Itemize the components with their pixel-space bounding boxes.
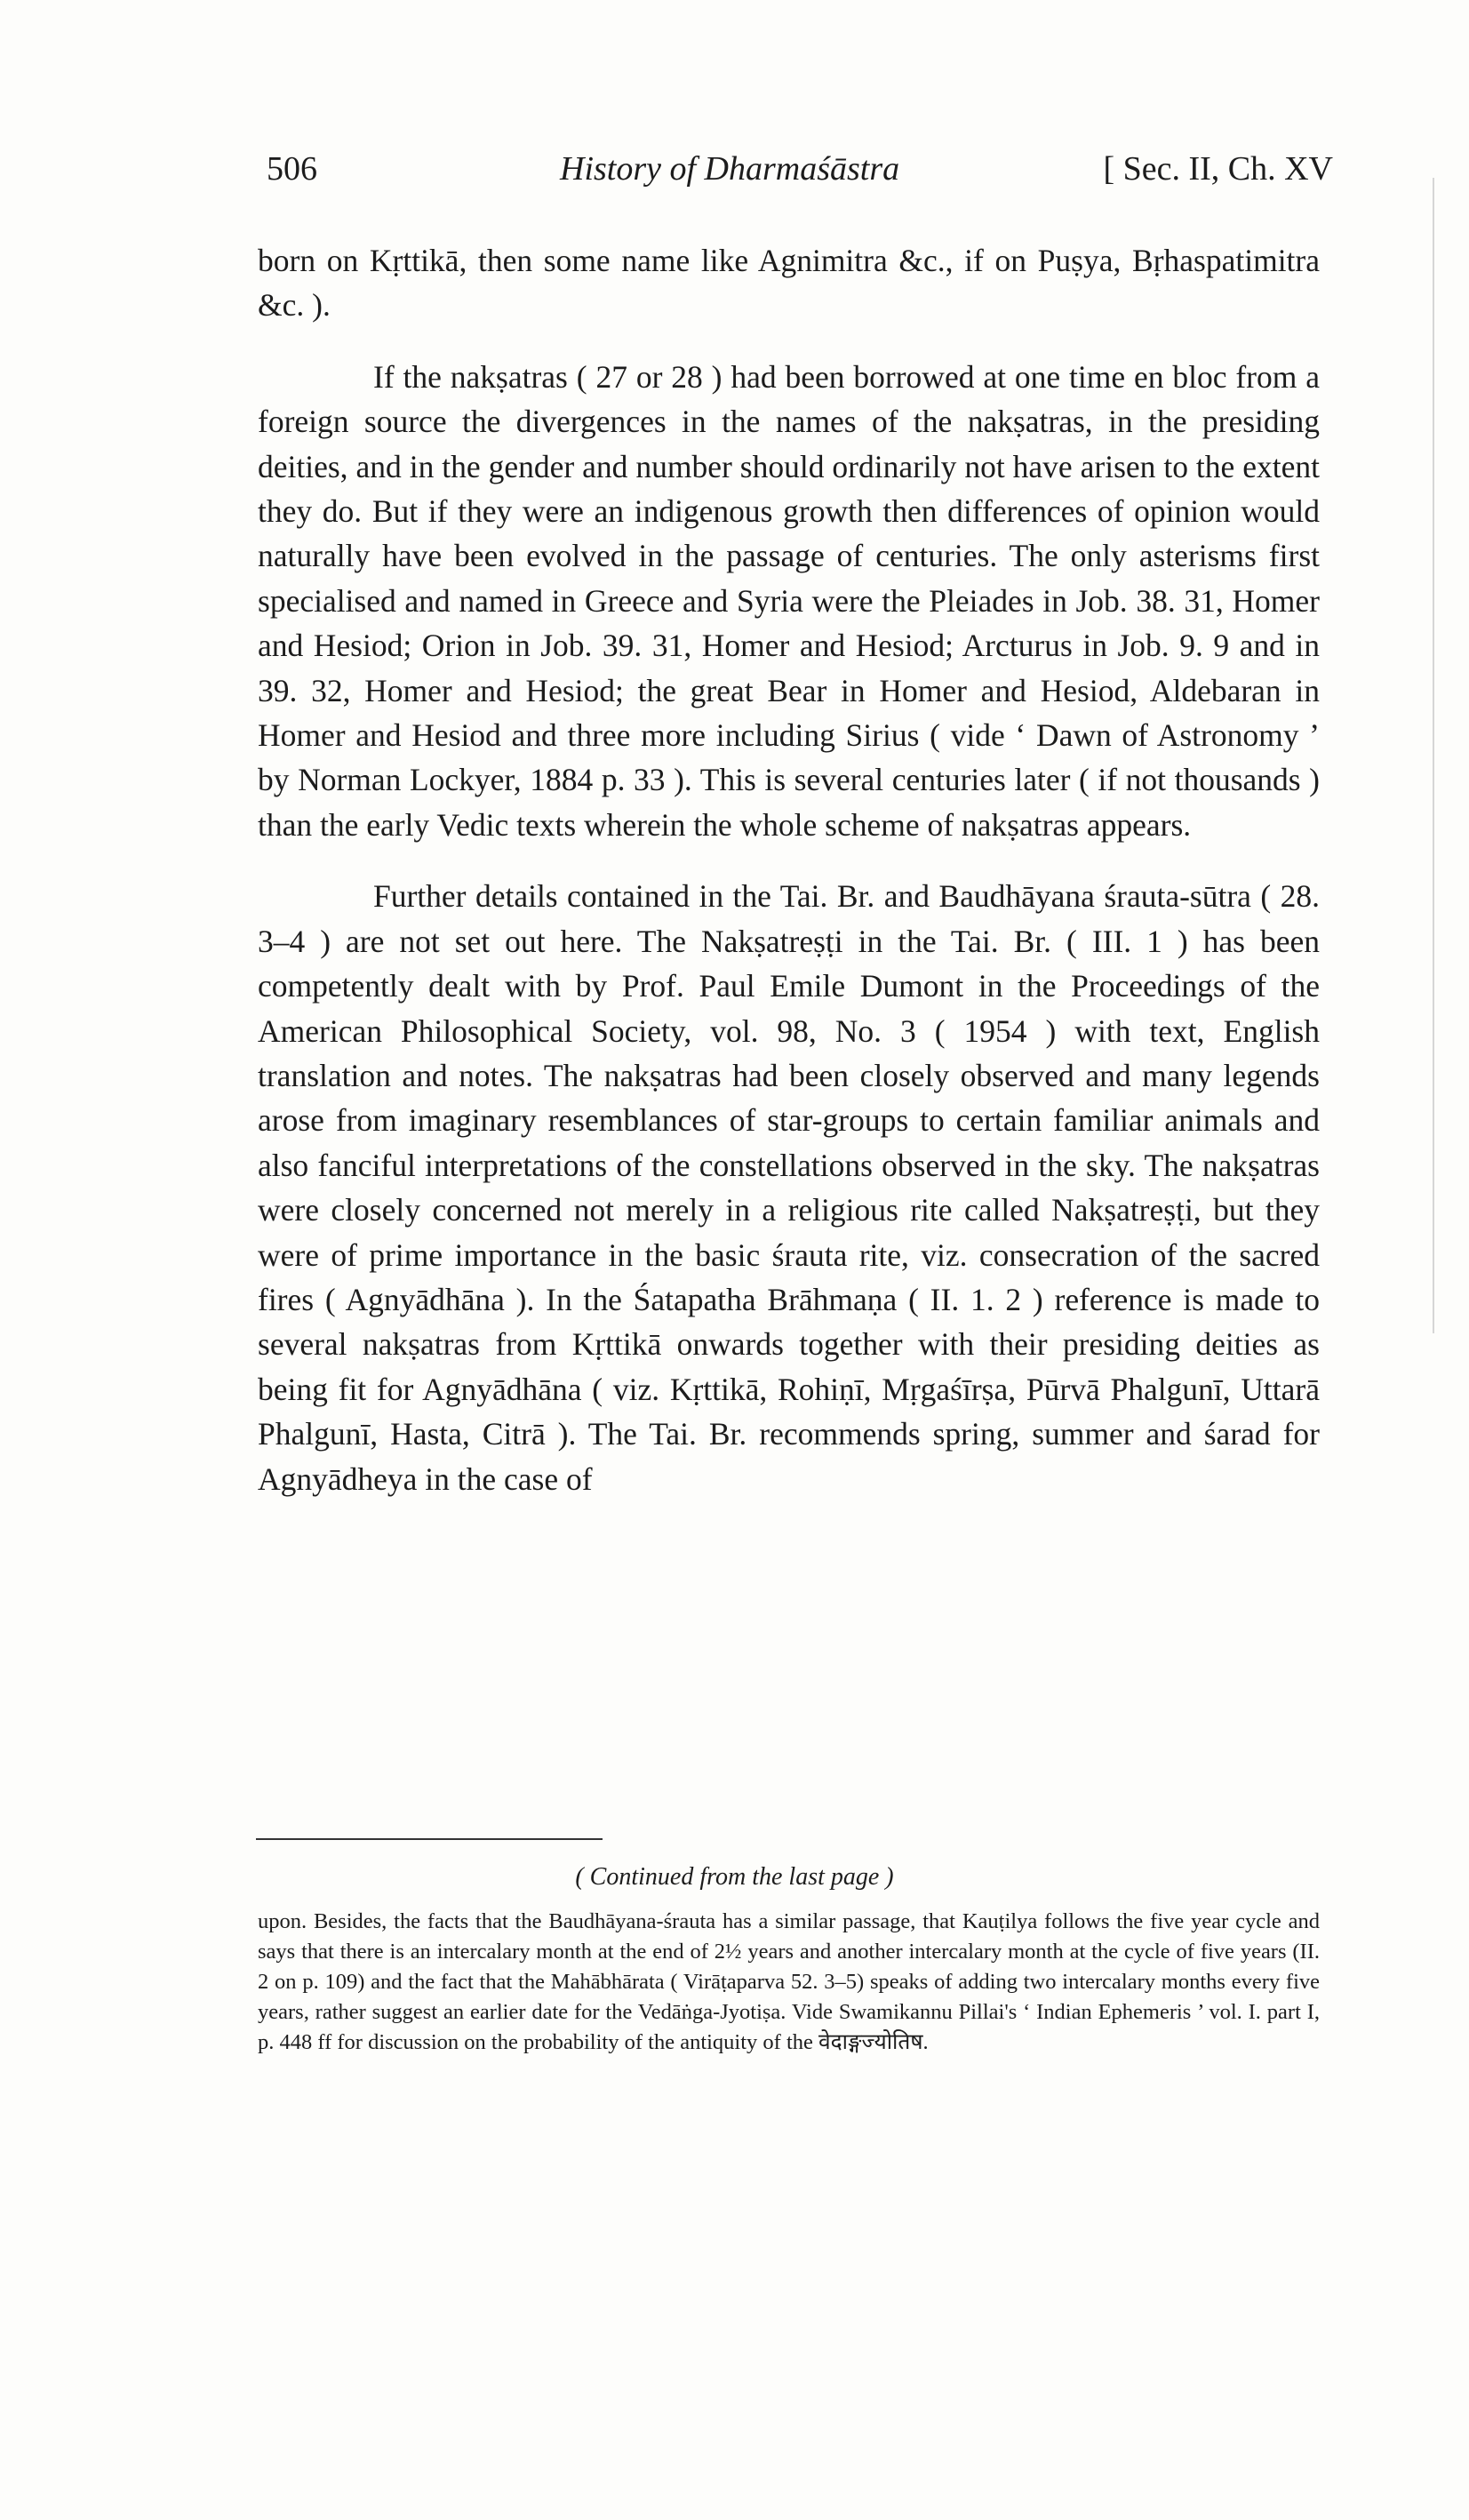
page-number: 506 <box>267 150 317 188</box>
scan-margin-line <box>1433 178 1434 1333</box>
footnote-text: upon. Besides, the facts that the Baudhāyana-śrauta has a similar passage, that Kauṭilya follows the five year cycle and says that there is an intercalary month at the end of 2½ years and another intercalary month at the cycle of five years (II. 2 on p. 109) and the fact that the Mahābhārata ( Virāṭaparva 52. 3–5) speaks of adding two intercalary months every five years, rather suggest an earlier date for the Vedāṅga-Jyotiṣa. Vide Swamikannu Pillai's ‘ Indian Ephemeris ’ vol. I. part I, p. 448 ff for discussion on the probability of the antiquity of the वेदाङ्गज्योतिष. <box>258 1909 1320 2054</box>
footnote-divider <box>256 1838 603 1840</box>
running-title: History of Dharmaśāstra <box>560 150 900 188</box>
section-reference: [ Sec. II, Ch. XV <box>1103 150 1333 188</box>
footnote-continued-label: ( Continued from the last page ) <box>575 1863 894 1891</box>
body-text <box>258 238 1320 1501</box>
running-header <box>267 149 1333 194</box>
paragraph-2: If the nakṣatras ( 27 or 28 ) had been borrowed at one time en bloc from a foreign source the divergences in the names of the nakṣatras, in the presiding deities, and in the gender and number should ordinarily not have arisen to the extent they do. But if they were an indigenous growth then differences of opinion would naturally have been evolved in the passage of centuries. The only asterisms first specialised and named in Greece and Syria were the Pleiades in Job. 38. 31, Homer and Hesiod; Orion in Job. 39. 31, Homer and Hesiod; Arcturus in Job. 9. 9 and in 39. 32, Homer and Hesiod; the great Bear in Homer and Hesiod, Aldebaran in Homer and Hesiod and three more including Sirius ( vide ‘ Dawn of Astronomy ’ by Norman Lockyer, 1884 p. 33 ). This is several centuries later ( if not thousands ) than the early Vedic texts wherein the whole scheme of nakṣatras appears. <box>258 358 1320 843</box>
paragraph-1: born on Kṛttikā, then some name like Agnimitra &c., if on Puṣya, Bṛhaspatimitra &c. ). <box>258 243 1320 324</box>
paragraph-3: Further details contained in the Tai. Br. and Baudhāyana śrauta-sūtra ( 28. 3–4 ) are not set out here. The Nakṣatreṣṭi in the Tai. Br. ( III. 1 ) has been competently dealt with by Prof. Paul Emile Dumont in the Proceedings of the American Philosophical Society, vol. 98, No. 3 ( 1954 ) with text, English translation and notes. The nakṣatras had been closely observed and many legends arose from imaginary resemblances of star-groups to certain familiar animals and also fanciful interpretations of the constellations observed in the sky. The nakṣatras were closely concerned not merely in a religious rite called Nakṣatreṣṭi, but they were of prime importance in the basic śrauta rite, viz. consecration of the sacred fires ( Agnyādhāna ). In the Śatapatha Brāhmaṇa ( II. 1. 2 ) reference is made to several nakṣatras from Kṛttikā onwards together with their presiding deities as being fit for Agnyādhāna ( viz. Kṛttikā, Rohiṇī, Mṛgaśīrṣa, Pūrvā Phalgunī, Uttarā Phalgunī, Hasta, Citrā ). The Tai. Br. recommends spring, summer and śarad for Agnyādheya in the case of <box>258 878 1320 1497</box>
footnote <box>258 1907 1320 2058</box>
